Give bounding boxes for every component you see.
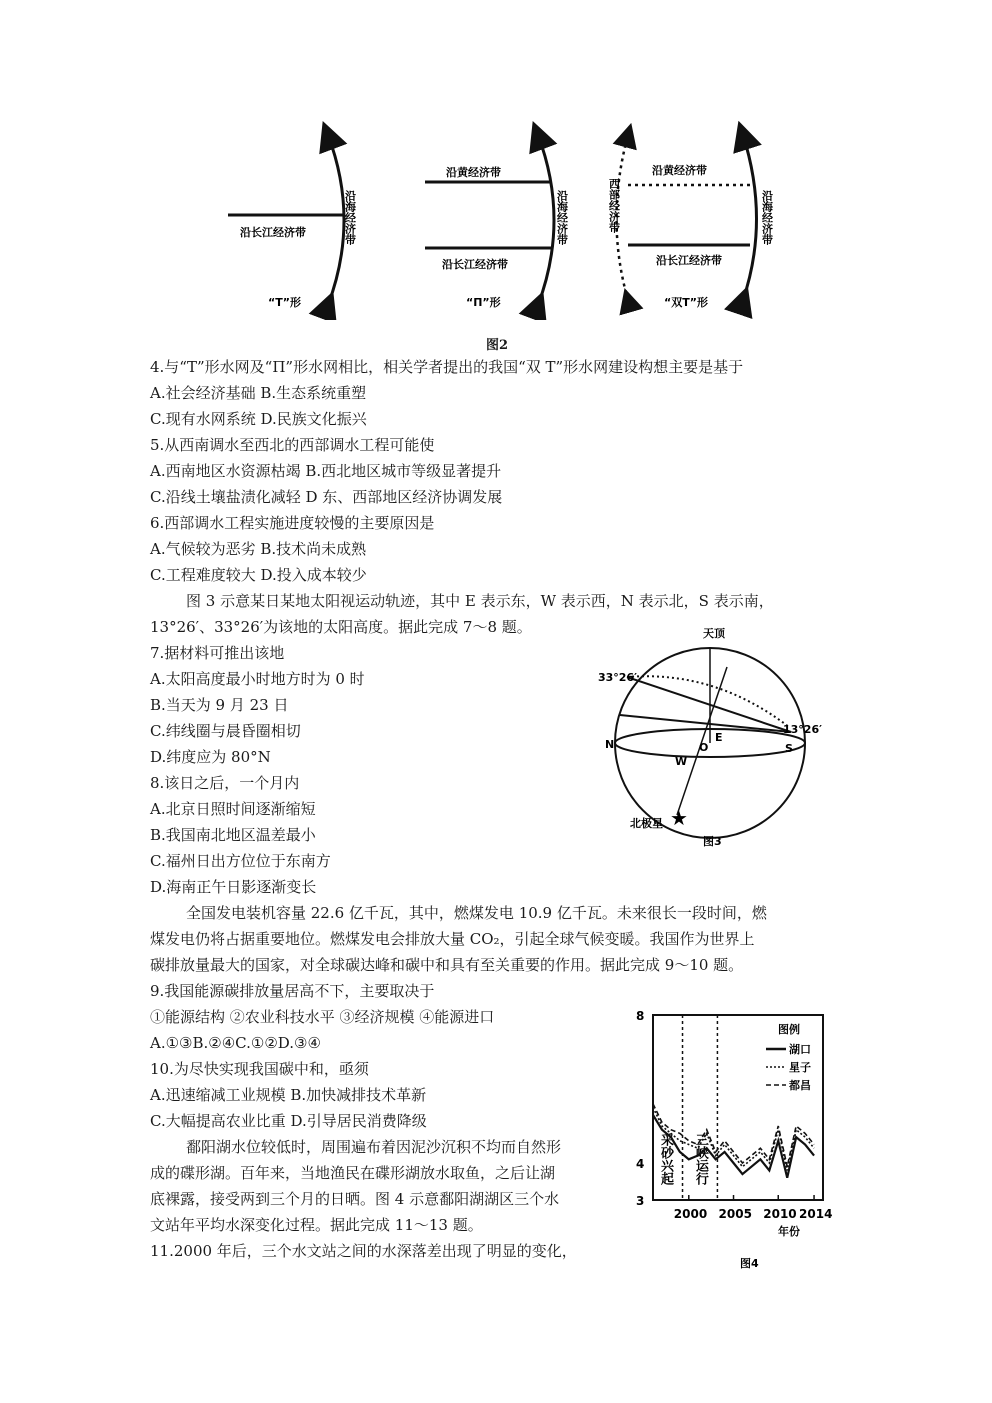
dt-west-label: 西部经济带 <box>607 178 621 233</box>
center-label: O <box>699 741 709 754</box>
t-shape-label: “T”形 <box>268 296 301 309</box>
legend-title: 图例 <box>778 1023 800 1036</box>
zenith-label: 天顶 <box>703 627 725 640</box>
para5-line2: 成的碟形湖。百年来，当地渔民在碟形湖放水取鱼，之后让湖 <box>150 1164 556 1182</box>
q10-options-cd: C.大幅提高农业比重 D.引导居民消费降级 <box>150 1112 427 1130</box>
pi-shape-diagram <box>425 135 569 309</box>
q7-option-a: A.太阳高度最小时地方时为 0 时 <box>150 670 365 688</box>
q8-option-c: C.福州日出方位位于东南方 <box>150 852 331 870</box>
series-line-3 <box>653 1104 814 1167</box>
q9-items: ①能源结构 ②农业科技水平 ③经济规模 ④能源进口 <box>150 1008 495 1026</box>
north-label: N <box>605 738 615 751</box>
t-shape-diagram <box>228 135 357 309</box>
high-sun-path <box>627 676 789 727</box>
figure-2 <box>210 120 800 320</box>
south-label: S <box>785 742 793 755</box>
pi-yellow-label: 沿黄经济带 <box>446 166 501 179</box>
q4-stem: 4.与“T”形水网及“Π”形水网相比，相关学者提出的我国“双 T”形水网建设构想主要是基于 <box>150 358 744 376</box>
y-tick-label: 4 <box>636 1157 645 1171</box>
alt-high-label: 33°26′ <box>598 671 638 684</box>
coastal-belt-arrow <box>538 135 554 305</box>
west-label: W <box>675 755 688 768</box>
polaris-star-icon: ★ <box>670 806 688 830</box>
dt-coastal-label: 沿海经济带 <box>760 190 774 245</box>
double-t-diagram <box>608 135 774 309</box>
q5-options-ab: A.西南地区水资源枯竭 B.西北地区城市等级显著提升 <box>150 462 502 480</box>
q8-option-a: A.北京日照时间逐渐缩短 <box>150 800 316 818</box>
q10-options-ab: A.迅速缩减工业规模 B.加快减排技术革新 <box>150 1086 427 1104</box>
east-label: E <box>715 731 723 744</box>
para4-line1: 全国发电装机容量 22.6 亿千瓦，其中，燃煤发电 10.9 亿千瓦。未来很长一段时间，燃 <box>186 904 767 922</box>
dt-yangtze-label: 沿长江经济带 <box>656 254 722 267</box>
dt-yellow-label: 沿黄经济带 <box>652 164 707 177</box>
para5-line4: 文站年平均水深变化过程。据此完成 11～13 题。 <box>150 1216 483 1234</box>
x-axis-label: 年份 <box>778 1225 800 1238</box>
pi-coastal-label: 沿海经济带 <box>555 190 569 245</box>
figure-4-chart <box>628 1005 833 1270</box>
q7-stem: 7.据材料可推出该地 <box>150 644 285 662</box>
q6-stem: 6.西部调水工程实施进度较慢的主要原因是 <box>150 514 435 532</box>
q7-option-c: C.纬线圈与晨昏圈相切 <box>150 722 301 740</box>
polaris-label: 北极星 <box>630 817 663 830</box>
x-tick-label: 2000 <box>673 1207 708 1221</box>
x-tick-label: 2014 <box>799 1207 833 1221</box>
t-coastal-label: 沿海经济带 <box>343 190 357 245</box>
q6-options-cd: C.工程难度较大 D.投入成本较少 <box>150 566 367 584</box>
q7-option-b: B.当天为 9 月 23 日 <box>150 696 289 714</box>
x-axis-ticks <box>674 1195 833 1221</box>
y-tick-label: 8 <box>636 1009 645 1023</box>
pi-yangtze-label: 沿长江经济带 <box>442 258 508 271</box>
legend-entry: 湖口 <box>789 1043 811 1056</box>
q4-options-ab: A.社会经济基础 B.生态系统重塑 <box>150 384 367 402</box>
figure-3-caption: 图3 <box>703 835 722 848</box>
period-annotation: 采砂兴起 <box>658 1133 674 1185</box>
alt-low-label: 13°26′ <box>783 723 823 736</box>
period-annotation: 三峡运行 <box>692 1133 708 1185</box>
figure-3 <box>595 615 835 855</box>
coastal-belt-arrow <box>743 135 757 300</box>
x-tick-label: 2005 <box>718 1207 752 1221</box>
series-lines <box>653 1104 814 1178</box>
q10-stem: 10.为尽快实现我国碳中和，亟须 <box>150 1060 369 1078</box>
q8-option-b: B.我国南北地区温差最小 <box>150 826 316 844</box>
figure-2-caption: 图2 <box>486 338 509 353</box>
q9-options: A.①③B.②④C.①②D.③④ <box>150 1034 321 1052</box>
pi-shape-label: “Π”形 <box>466 296 501 309</box>
q4-options-cd: C.现有水网系统 D.民族文化振兴 <box>150 410 367 428</box>
series-line-1 <box>653 1115 814 1178</box>
y-axis-ticks <box>636 1009 644 1208</box>
q8-stem: 8.该日之后，一个月内 <box>150 774 300 792</box>
figure-4-caption: 图4 <box>740 1257 759 1270</box>
para4-line2: 煤发电仍将占据重要地位。燃煤发电会排放大量 CO₂，引起全球气候变暖。我国作为世界上 <box>150 930 755 948</box>
para3-line2: 13°26′、33°26′为该地的太阳高度。据此完成 7～8 题。 <box>150 618 532 636</box>
x-tick-label: 2010 <box>763 1207 797 1221</box>
legend-entry: 都昌 <box>789 1079 811 1092</box>
legend-entry: 星子 <box>789 1061 811 1074</box>
q9-stem: 9.我国能源碳排放量居高不下，主要取决于 <box>150 982 435 1000</box>
q8-option-d: D.海南正午日影逐渐变长 <box>150 878 317 896</box>
t-yangtze-label: 沿长江经济带 <box>240 226 306 239</box>
double-t-label: “双T”形 <box>664 296 708 309</box>
y-tick-label: 3 <box>636 1194 645 1208</box>
legend <box>766 1022 811 1092</box>
q6-options-ab: A.气候较为恶劣 B.技术尚未成熟 <box>150 540 367 558</box>
para3-line1: 图 3 示意某日某地太阳视运动轨迹，其中 E 表示东，W 表示西，N 表示北，S 表示南， <box>186 592 774 610</box>
q7-option-d: D.纬度应为 80°N <box>150 748 271 766</box>
period-annotations <box>658 1015 717 1200</box>
coastal-belt-arrow <box>328 135 344 305</box>
para4-line3: 碳排放量最大的国家，对全球碳达峰和碳中和具有至关重要的作用。据此完成 9～10 题。 <box>150 956 744 974</box>
q5-stem: 5.从西南调水至西北的西部调水工程可能使 <box>150 436 435 454</box>
q11-stem: 11.2000 年后，三个水文站之间的水深落差出现了明显的变化， <box>150 1242 577 1260</box>
para5-line3: 底裸露，接受两到三个月的日晒。图 4 示意鄱阳湖湖区三个水 <box>150 1190 560 1208</box>
para5-line1: 鄱阳湖水位较低时，周围遍布着因泥沙沉积不均而自然形 <box>186 1138 562 1156</box>
q5-options-cd: C.沿线土壤盐渍化减轻 D 东、西部地区经济协调发展 <box>150 488 503 506</box>
